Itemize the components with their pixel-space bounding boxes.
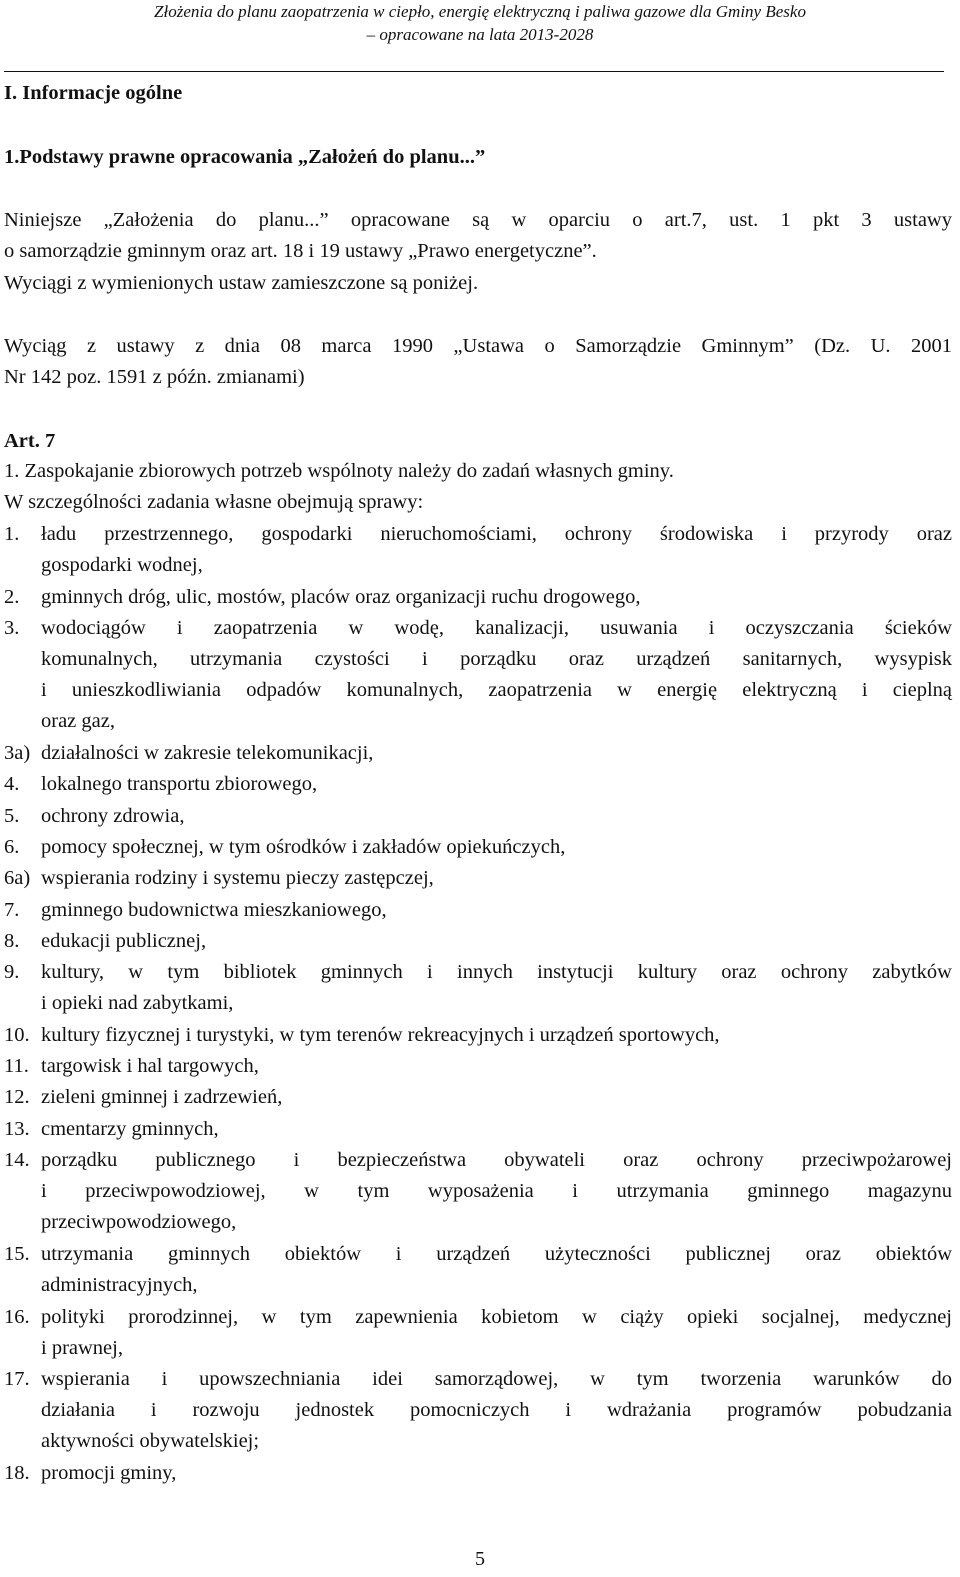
- list-item: [41, 738, 952, 769]
- list-item-number: 3.: [4, 616, 20, 639]
- list-item-number: 5.: [4, 804, 20, 827]
- list-item: [41, 1114, 952, 1145]
- page-number: 5: [475, 1548, 485, 1570]
- list-item: [41, 1364, 952, 1457]
- list-item-number: 15.: [4, 1242, 30, 1265]
- list-item: [41, 1458, 952, 1489]
- list-item-line: i unieszkodliwiania odpadów komunalnych, zaopatrzenia w energię elektryczną i cieplną: [41, 678, 952, 701]
- list-item: [41, 1302, 952, 1364]
- list-item: [41, 957, 952, 1019]
- section-title: I. Informacje ogólne: [4, 82, 183, 104]
- list-item-number: 6a): [4, 867, 31, 890]
- list-item-number: 3a): [4, 742, 31, 765]
- list-item-line: działania i rozwoju jednostek pomocniczych i wdrażania programów pobudzania: [41, 1399, 952, 1422]
- list-item-number: 11.: [4, 1055, 29, 1078]
- list-item-line: aktywności obywatelskiej;: [41, 1430, 260, 1453]
- list-item-number: 9.: [4, 961, 20, 984]
- list-item-line: przeciwpowodziowego,: [41, 1211, 237, 1233]
- list-item-number: 4.: [4, 773, 20, 796]
- list-item-number: 14.: [4, 1149, 30, 1171]
- list-item-number: 17.: [4, 1368, 30, 1391]
- list-item-line: wspierania i upowszechniania idei samorządowej, w tym tworzenia warunków do: [41, 1368, 952, 1391]
- header-rule: [4, 71, 944, 72]
- list-item-line: administracyjnych,: [41, 1273, 198, 1296]
- paragraph-2: W szczególności zadania własne obejmują sprawy:: [4, 491, 424, 513]
- list-item-line: porządku publicznego i bezpieczeństwa obywateli oraz ochrony przeciwpożarowej: [41, 1149, 952, 1171]
- list-item: [41, 1082, 952, 1113]
- list-item-number: 10.: [4, 1023, 30, 1046]
- list-item-line: i przeciwpowodziowej, w tym wyposażenia i utrzymania gminnego magazynu: [41, 1180, 952, 1202]
- list-item-number: 12.: [4, 1086, 30, 1109]
- list-item: [41, 1145, 952, 1238]
- list-item-line: edukacji publicznej,: [41, 929, 207, 952]
- list-item: [41, 1020, 952, 1051]
- list-item-line: gospodarki wodnej,: [41, 554, 203, 576]
- list-item: [41, 832, 952, 863]
- list-item-line: gminnych dróg, ulic, mostów, placów oraz organizacji ruchu drogowego,: [41, 585, 641, 608]
- list-item-line: wodociągów i zaopatrzenia w wodę, kanalizacji, usuwania i oczyszczania ścieków: [41, 616, 952, 639]
- excerpt-line-1: Wyciąg z ustawy z dnia 08 marca 1990 „Ustawa o Samorządzie Gminnym” (Dz. U. 2001: [4, 335, 952, 357]
- list-item-number: 6.: [4, 836, 20, 858]
- list-item-line: promocji gminy,: [41, 1462, 177, 1484]
- list-item-line: działalności w zakresie telekomunikacji,: [41, 742, 374, 765]
- article-heading: Art. 7: [4, 430, 56, 452]
- list-item-line: polityki prorodzinnej, w tym zapewnienia kobietom w ciąży opieki socjalnej, medycznej: [41, 1305, 952, 1328]
- list-item-number: 1.: [4, 523, 20, 545]
- list-item-line: targowisk i hal targowych,: [41, 1055, 259, 1078]
- list-item-number: 18.: [4, 1462, 30, 1484]
- list-item: [41, 519, 952, 581]
- list-item-line: zieleni gminnej i zadrzewień,: [41, 1086, 283, 1109]
- list-item-number: 2.: [4, 585, 20, 608]
- list-item-line: i opieki nad zabytkami,: [41, 992, 234, 1015]
- list-item-line: wspierania rodziny i systemu pieczy zastępczej,: [41, 867, 434, 890]
- running-header-title: Złożenia do planu zaopatrzenia w ciepło, energię elektryczną i paliwa gazowe dla Gminy Besko: [154, 2, 806, 21]
- list-item-line: ładu przestrzennego, gospodarki nieruchomościami, ochrony środowiska i przyrody oraz: [41, 523, 952, 545]
- list-item: [41, 863, 952, 894]
- list-item-number: 7.: [4, 898, 20, 921]
- list-item-line: cmentarzy gminnych,: [41, 1117, 219, 1140]
- list-item: [41, 613, 952, 737]
- excerpt-line-2: Nr 142 poz. 1591 z późn. zmianami): [4, 366, 305, 388]
- list-item-line: komunalnych, utrzymania czystości i porządku oraz urządzeń sanitarnych, wysypisk: [41, 647, 952, 670]
- list-item-line: utrzymania gminnych obiektów i urządzeń użyteczności publicznej oraz obiektów: [41, 1242, 952, 1265]
- list-item-line: pomocy społecznej, w tym ośrodków i zakładów opiekuńczych,: [41, 836, 566, 858]
- list-item-number: 16.: [4, 1305, 30, 1328]
- intro-line-3: Wyciągi z wymienionych ustaw zamieszczone są poniżej.: [4, 272, 479, 294]
- list-item-line: gminnego budownictwa mieszkaniowego,: [41, 898, 387, 921]
- list-item: [41, 1051, 952, 1082]
- list-item: [41, 801, 952, 832]
- subsection-title: 1.Podstawy prawne opracowania „Założeń do planu...”: [4, 146, 486, 168]
- intro-line-2: o samorządzie gminnym oraz art. 18 i 19 ustawy „Prawo energetyczne”.: [4, 240, 597, 262]
- list-item: [41, 926, 952, 957]
- list-item: [41, 895, 952, 926]
- list-item-number: 8.: [4, 929, 20, 952]
- intro-line-1: Niniejsze „Założenia do planu...” opracowane są w oparciu o art.7, ust. 1 pkt 3 ustawy: [4, 209, 952, 231]
- list-item-line: i prawnej,: [41, 1336, 123, 1359]
- list-item: [41, 769, 952, 800]
- list-item-line: ochrony zdrowia,: [41, 804, 185, 827]
- paragraph-1: 1. Zaspokajanie zbiorowych potrzeb wspólnoty należy do zadań własnych gminy.: [4, 460, 674, 482]
- list-item: [41, 1239, 952, 1301]
- list-item-number: 13.: [4, 1117, 30, 1140]
- list-item-line: kultury fizycznej i turystyki, w tym terenów rekreacyjnych i urządzeń sportowych,: [41, 1023, 720, 1046]
- list-item-line: lokalnego transportu zbiorowego,: [41, 773, 318, 796]
- running-header-subtitle: – opracowane na lata 2013-2028: [366, 25, 594, 44]
- list-item: [41, 582, 952, 613]
- list-item-line: oraz gaz,: [41, 709, 115, 732]
- list-item-line: kultury, w tym bibliotek gminnych i innych instytucji kultury oraz ochrony zabytków: [41, 961, 952, 984]
